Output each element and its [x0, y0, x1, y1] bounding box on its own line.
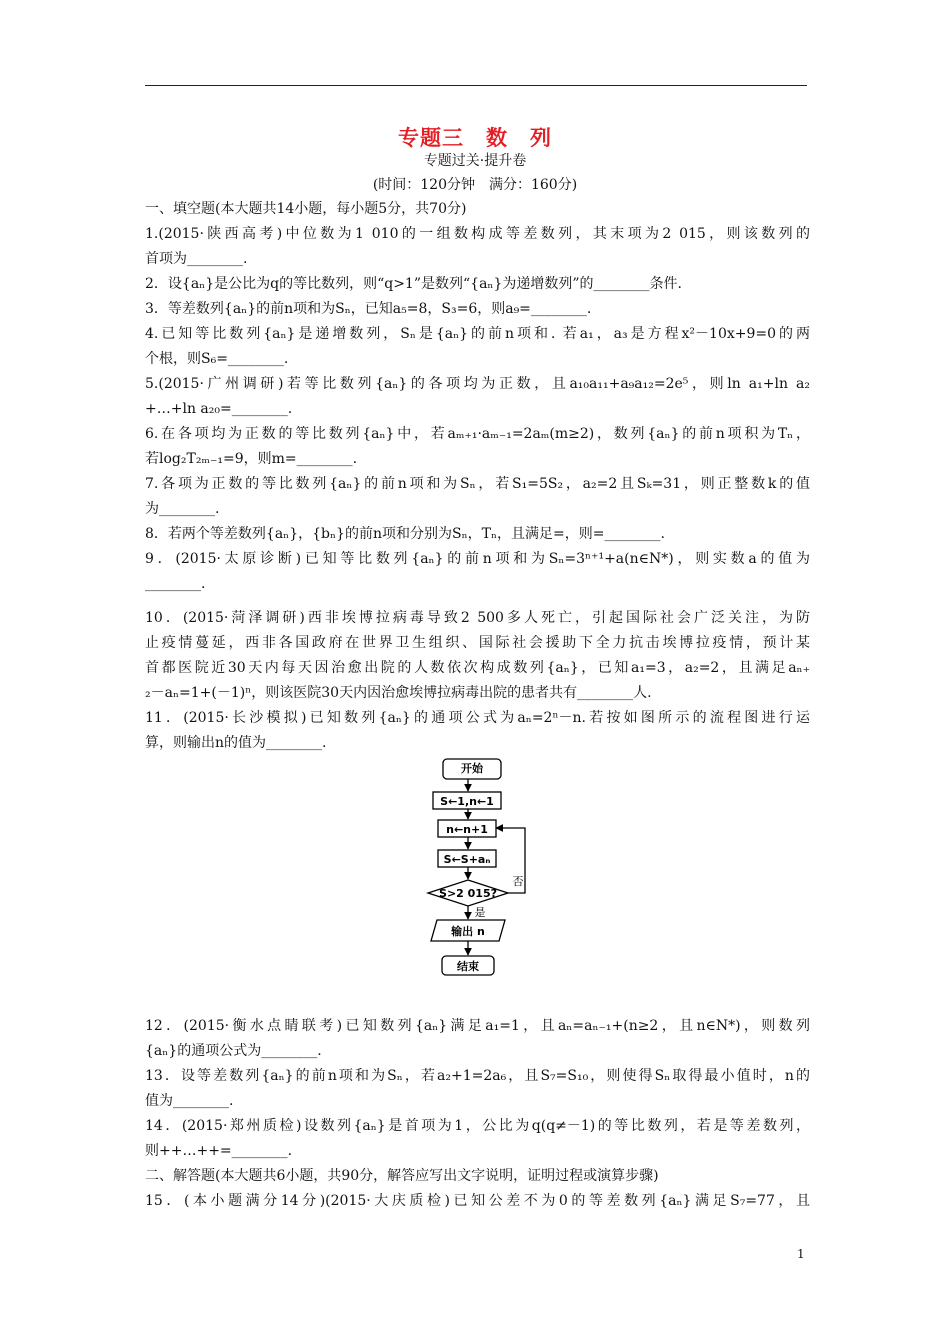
text-line: 8．若两个等差数列{aₙ}，{bₙ}的前n项和分别为Sₙ，Tₙ，且满足=，则=________.: [145, 526, 665, 542]
text-line: 5.(2015·广州调研)若等比数列{aₙ}的各项均为正数，且a₁₀a₁₁+a₉a₁₂=2e⁵，则ln a₁+ln a₂: [145, 376, 810, 392]
text-line: 2．设{aₙ}是公比为q的等比数列，则“q>1”是数列“{aₙ}为递增数列”的________条件.: [145, 276, 682, 292]
flow-yes-label: 是: [474, 906, 486, 919]
text-line: 12．(2015·衡水点睛联考)已知数列{aₙ}满足a₁=1，且aₙ=aₙ₋₁+(n≥2，且n∈N*)，则数列: [145, 1018, 810, 1034]
page-title: 专题三 数 列: [398, 126, 552, 150]
text-line: 一、填空题(本大题共14小题，每小题5分，共70分): [145, 201, 467, 217]
page-number: 1: [797, 1247, 805, 1261]
flow-step1-label: n←n+1: [446, 823, 488, 836]
flow-no-label: 否: [512, 875, 524, 888]
text-line: 6.在各项均为正数的等比数列{aₙ}中，若aₘ₊₁·aₘ₋₁=2aₘ(m≥2)，数列{aₙ}的前n项积为Tₙ，: [145, 426, 810, 442]
text-line: 二、解答题(本大题共6小题，共90分，解答应写出文字说明，证明过程或演算步骤): [145, 1168, 659, 1184]
text-line: 则++…++=________.: [145, 1143, 293, 1159]
text-line: ₂－aₙ=1+(－1)ⁿ，则该医院30天内因治愈埃博拉病毒出院的患者共有________人.: [145, 685, 652, 701]
section-gap: [145, 597, 810, 606]
flow-decision-label: S>2 015?: [439, 887, 497, 900]
text-line: 值为________.: [145, 1093, 234, 1109]
text-line: 止疫情蔓延，西非各国政府在世界卫生组织、国际社会援助下全力抗击埃博拉疫情，预计某: [145, 635, 810, 651]
text-line: 为________.: [145, 501, 220, 517]
flow-output-label: 输出 n: [451, 925, 485, 938]
text-line: 首都医院近30天内每天因治愈出院的人数依次构成数列{aₙ}，已知a₁=3，a₂=2，且满足aₙ₊: [145, 660, 810, 676]
text-line: {aₙ}的通项公式为________.: [145, 1043, 322, 1059]
text-line: 11．(2015·长沙模拟)已知数列{aₙ}的通项公式为aₙ=2ⁿ－n.若按如图所示的流程图进行运: [145, 710, 810, 726]
text-line: 10．(2015·菏泽调研)西非埃博拉病毒导致2 500多人死亡，引起国际社会广泛关注，为防: [145, 610, 810, 626]
text-line: 3．等差数列{aₙ}的前n项和为Sₙ，已知a₅=8，S₃=6，则a₉=________.: [145, 301, 592, 317]
text-line: +…+ln a₂₀=________.: [145, 401, 293, 417]
text-line: 算，则输出n的值为________.: [145, 735, 327, 751]
text-line: 15．(本小题满分14分)(2015·大庆质检)已知公差不为0的等差数列{aₙ}满足S₇=77，且: [145, 1193, 810, 1209]
flow-step2-label: S←S+aₙ: [443, 853, 491, 866]
text-line: ________.: [145, 576, 206, 592]
flow-start-label: 开始: [461, 762, 483, 775]
text-line: 14．(2015·郑州质检)设数列{aₙ}是首项为1，公比为q(q≠－1)的等比数列，若是等差数列，: [145, 1118, 810, 1134]
text-line: 7.各项为正数的等比数列{aₙ}的前n项和为Sₙ，若S₁=5S₂，a₂=2且Sₖ=31，则正整数k的值: [145, 476, 810, 492]
text-line: 13．设等差数列{aₙ}的前n项和为Sₙ，若a₂+1=2a₆，且S₇=S₁₀，则使得Sₙ取得最小值时，n的: [145, 1068, 810, 1084]
flowchart: [145, 756, 810, 1014]
problem-list: [145, 197, 810, 1214]
text-line: 1.(2015·陕西高考)中位数为1 010的一组数构成等差数列，其末项为2 015，则该数列的: [145, 226, 810, 242]
text-line: 9．(2015·太原诊断)已知等比数列{aₙ}的前n项和为Sₙ=3ⁿ⁺¹+a(n∈N*)，则实数a的值为: [145, 551, 810, 567]
flow-end-label: 结束: [457, 960, 479, 973]
top-rule: [145, 85, 807, 86]
text-line: 4.已知等比数列{aₙ}是递增数列，Sₙ是{aₙ}的前n项和. 若a₁，a₃是方程x²－10x+9=0的两: [145, 326, 810, 342]
text-line: 若log₂T₂ₘ₋₁=9，则m=________.: [145, 451, 358, 467]
page-subtitle: 专题过关·提升卷: [423, 153, 527, 169]
flow-init-label: S←1,n←1: [440, 795, 494, 808]
text-line: 首项为________.: [145, 251, 248, 267]
text-line: 个根，则S₆=________.: [145, 351, 289, 367]
time-info: (时间：120分钟 满分：160分): [372, 177, 578, 193]
